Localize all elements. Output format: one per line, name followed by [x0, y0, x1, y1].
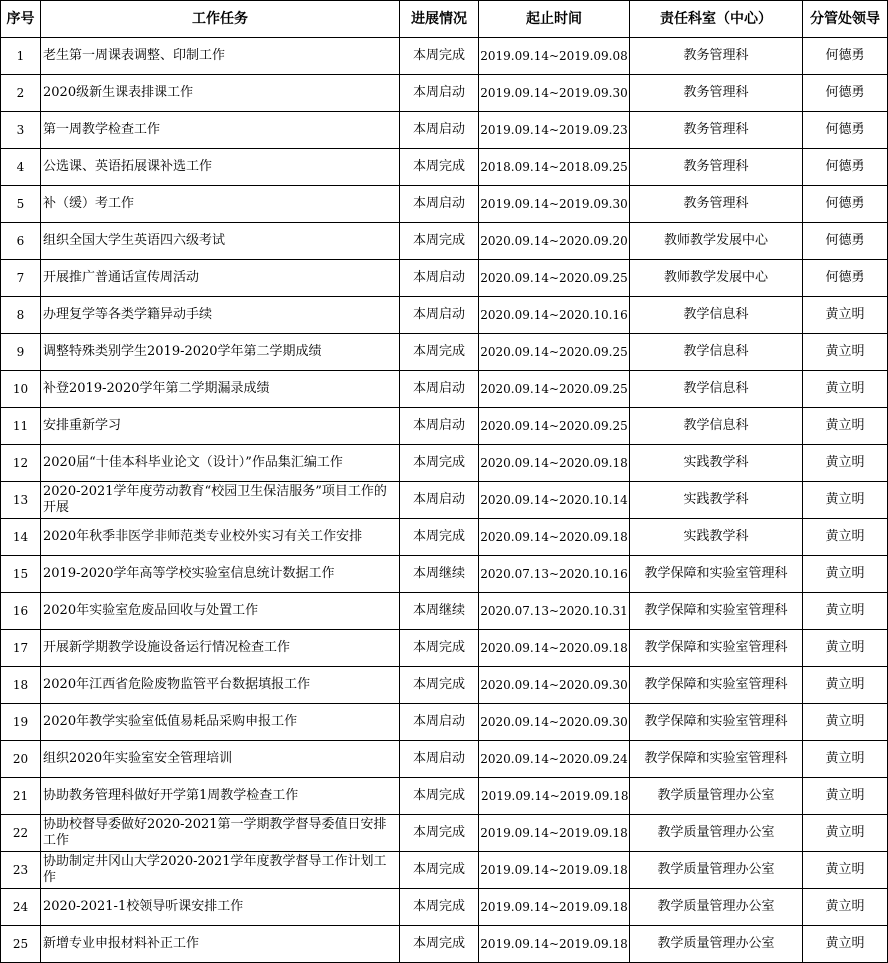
- cell-task: 补（缓）考工作: [41, 186, 400, 223]
- cell-no: 24: [1, 889, 41, 926]
- cell-period: 2020.09.14~2020.10.16: [479, 297, 630, 334]
- cell-period: 2019.09.14~2019.09.18: [479, 889, 630, 926]
- cell-task: 开展推广普通话宣传周活动: [41, 260, 400, 297]
- table-row: [1, 482, 888, 519]
- cell-no: 22: [1, 815, 41, 852]
- cell-leader: 黄立明: [803, 815, 888, 852]
- cell-dept: 教学信息科: [630, 297, 803, 334]
- cell-status: 本周继续: [400, 556, 479, 593]
- cell-status: 本周完成: [400, 38, 479, 75]
- cell-no: 18: [1, 667, 41, 704]
- cell-no: 15: [1, 556, 41, 593]
- cell-status: 本周启动: [400, 75, 479, 112]
- cell-leader: 何德勇: [803, 38, 888, 75]
- cell-no: 5: [1, 186, 41, 223]
- cell-task: 老生第一周课表调整、印制工作: [41, 38, 400, 75]
- cell-leader: 何德勇: [803, 112, 888, 149]
- cell-no: 25: [1, 926, 41, 963]
- cell-task: 安排重新学习: [41, 408, 400, 445]
- cell-leader: 黄立明: [803, 778, 888, 815]
- cell-status: 本周启动: [400, 260, 479, 297]
- cell-no: 1: [1, 38, 41, 75]
- cell-dept: 教务管理科: [630, 186, 803, 223]
- cell-status: 本周完成: [400, 445, 479, 482]
- cell-no: 17: [1, 630, 41, 667]
- cell-status: 本周启动: [400, 186, 479, 223]
- cell-task: 2020-2021-1校领导听课安排工作: [41, 889, 400, 926]
- header-dept: 责任科室（中心）: [630, 1, 803, 38]
- cell-no: 11: [1, 408, 41, 445]
- cell-leader: 黄立明: [803, 593, 888, 630]
- cell-task: 2020年实验室危废品回收与处置工作: [41, 593, 400, 630]
- table-row: [1, 186, 888, 223]
- table-row: [1, 519, 888, 556]
- cell-period: 2020.07.13~2020.10.31: [479, 593, 630, 630]
- cell-no: 21: [1, 778, 41, 815]
- table-row: [1, 778, 888, 815]
- table-row: [1, 741, 888, 778]
- cell-leader: 何德勇: [803, 75, 888, 112]
- cell-task: 2020年教学实验室低值易耗品采购申报工作: [41, 704, 400, 741]
- table-row: [1, 704, 888, 741]
- cell-task: 开展新学期教学设施设备运行情况检查工作: [41, 630, 400, 667]
- cell-status: 本周完成: [400, 519, 479, 556]
- cell-leader: 黄立明: [803, 445, 888, 482]
- cell-period: 2020.09.14~2020.09.18: [479, 630, 630, 667]
- table-row: [1, 334, 888, 371]
- header-no: 序号: [1, 1, 41, 38]
- cell-dept: 教务管理科: [630, 149, 803, 186]
- cell-no: 13: [1, 482, 41, 519]
- table-row: [1, 297, 888, 334]
- cell-period: 2019.09.14~2019.09.30: [479, 186, 630, 223]
- table-row: [1, 926, 888, 963]
- cell-task: 补登2019-2020学年第二学期漏录成绩: [41, 371, 400, 408]
- cell-task: 新增专业申报材料补正工作: [41, 926, 400, 963]
- cell-no: 10: [1, 371, 41, 408]
- cell-leader: 黄立明: [803, 297, 888, 334]
- cell-status: 本周完成: [400, 149, 479, 186]
- cell-dept: 实践教学科: [630, 519, 803, 556]
- cell-status: 本周完成: [400, 778, 479, 815]
- cell-status: 本周完成: [400, 815, 479, 852]
- cell-no: 7: [1, 260, 41, 297]
- cell-period: 2019.09.14~2019.09.23: [479, 112, 630, 149]
- header-status: 进展情况: [400, 1, 479, 38]
- cell-leader: 何德勇: [803, 223, 888, 260]
- table-row: [1, 371, 888, 408]
- cell-no: 8: [1, 297, 41, 334]
- cell-dept: 教学信息科: [630, 408, 803, 445]
- cell-task: 2020届“十佳本科毕业论文（设计）”作品集汇编工作: [41, 445, 400, 482]
- cell-period: 2020.09.14~2020.09.18: [479, 445, 630, 482]
- cell-no: 16: [1, 593, 41, 630]
- cell-period: 2019.09.14~2019.09.18: [479, 926, 630, 963]
- table-row: [1, 667, 888, 704]
- cell-leader: 黄立明: [803, 630, 888, 667]
- cell-period: 2020.07.13~2020.10.16: [479, 556, 630, 593]
- cell-no: 6: [1, 223, 41, 260]
- cell-period: 2019.09.14~2019.09.18: [479, 852, 630, 889]
- cell-task: 2020级新生课表排课工作: [41, 75, 400, 112]
- table-row: [1, 260, 888, 297]
- cell-task: 办理复学等各类学籍异动手续: [41, 297, 400, 334]
- cell-task: 2020年江西省危险废物监管平台数据填报工作: [41, 667, 400, 704]
- cell-status: 本周完成: [400, 630, 479, 667]
- table-row: [1, 38, 888, 75]
- cell-leader: 黄立明: [803, 889, 888, 926]
- cell-leader: 黄立明: [803, 926, 888, 963]
- cell-status: 本周完成: [400, 223, 479, 260]
- table-row: [1, 445, 888, 482]
- cell-dept: 教学保障和实验室管理科: [630, 704, 803, 741]
- cell-period: 2020.09.14~2020.09.25: [479, 260, 630, 297]
- cell-task: 2019-2020学年高等学校实验室信息统计数据工作: [41, 556, 400, 593]
- header-leader: 分管处领导: [803, 1, 888, 38]
- cell-period: 2020.09.14~2020.09.20: [479, 223, 630, 260]
- table-row: [1, 593, 888, 630]
- cell-period: 2020.09.14~2020.09.30: [479, 667, 630, 704]
- cell-status: 本周完成: [400, 889, 479, 926]
- cell-status: 本周启动: [400, 482, 479, 519]
- cell-dept: 教学保障和实验室管理科: [630, 630, 803, 667]
- cell-leader: 黄立明: [803, 556, 888, 593]
- cell-leader: 黄立明: [803, 482, 888, 519]
- cell-task: 协助教务管理科做好开学第1周教学检查工作: [41, 778, 400, 815]
- cell-period: 2019.09.14~2019.09.08: [479, 38, 630, 75]
- header-row: [1, 1, 888, 38]
- cell-status: 本周启动: [400, 371, 479, 408]
- cell-task: 调整特殊类别学生2019-2020学年第二学期成绩: [41, 334, 400, 371]
- table-row: [1, 556, 888, 593]
- cell-task: 组织2020年实验室安全管理培训: [41, 741, 400, 778]
- cell-no: 3: [1, 112, 41, 149]
- cell-leader: 何德勇: [803, 149, 888, 186]
- table-row: [1, 223, 888, 260]
- table-row: [1, 75, 888, 112]
- header-task: 工作任务: [41, 1, 400, 38]
- cell-dept: 教学质量管理办公室: [630, 852, 803, 889]
- cell-period: 2019.09.14~2019.09.18: [479, 815, 630, 852]
- cell-period: 2018.09.14~2018.09.25: [479, 149, 630, 186]
- cell-leader: 黄立明: [803, 667, 888, 704]
- table-row: [1, 149, 888, 186]
- cell-leader: 何德勇: [803, 260, 888, 297]
- cell-dept: 教务管理科: [630, 75, 803, 112]
- table-row: [1, 630, 888, 667]
- cell-status: 本周完成: [400, 334, 479, 371]
- cell-status: 本周启动: [400, 704, 479, 741]
- cell-status: 本周启动: [400, 741, 479, 778]
- cell-period: 2020.09.14~2020.09.25: [479, 371, 630, 408]
- cell-dept: 教学保障和实验室管理科: [630, 556, 803, 593]
- cell-dept: 教学保障和实验室管理科: [630, 593, 803, 630]
- cell-no: 14: [1, 519, 41, 556]
- table-row: [1, 408, 888, 445]
- cell-dept: 教学质量管理办公室: [630, 815, 803, 852]
- cell-leader: 黄立明: [803, 519, 888, 556]
- cell-dept: 教学质量管理办公室: [630, 778, 803, 815]
- cell-no: 19: [1, 704, 41, 741]
- cell-task: 协助制定井冈山大学2020-2021学年度教学督导工作计划工作: [41, 852, 400, 889]
- table-row: [1, 889, 888, 926]
- cell-dept: 教学质量管理办公室: [630, 926, 803, 963]
- cell-dept: 教学信息科: [630, 371, 803, 408]
- cell-leader: 黄立明: [803, 704, 888, 741]
- cell-dept: 教学信息科: [630, 334, 803, 371]
- cell-leader: 何德勇: [803, 186, 888, 223]
- cell-leader: 黄立明: [803, 334, 888, 371]
- cell-period: 2019.09.14~2019.09.30: [479, 75, 630, 112]
- cell-no: 2: [1, 75, 41, 112]
- cell-task: 2020年秋季非医学非师范类专业校外实习有关工作安排: [41, 519, 400, 556]
- cell-leader: 黄立明: [803, 852, 888, 889]
- cell-period: 2020.09.14~2020.10.14: [479, 482, 630, 519]
- cell-task: 第一周教学检查工作: [41, 112, 400, 149]
- cell-status: 本周继续: [400, 593, 479, 630]
- cell-status: 本周完成: [400, 926, 479, 963]
- cell-dept: 实践教学科: [630, 482, 803, 519]
- cell-period: 2020.09.14~2020.09.25: [479, 334, 630, 371]
- cell-dept: 教学质量管理办公室: [630, 889, 803, 926]
- table-row: [1, 852, 888, 889]
- cell-status: 本周完成: [400, 852, 479, 889]
- table-row: [1, 112, 888, 149]
- cell-period: 2020.09.14~2020.09.18: [479, 519, 630, 556]
- cell-task: 协助校督导委做好2020-2021第一学期教学督导委值日安排工作: [41, 815, 400, 852]
- cell-status: 本周启动: [400, 408, 479, 445]
- cell-no: 4: [1, 149, 41, 186]
- cell-dept: 教师教学发展中心: [630, 223, 803, 260]
- cell-leader: 黄立明: [803, 408, 888, 445]
- cell-task: 组织全国大学生英语四六级考试: [41, 223, 400, 260]
- cell-period: 2020.09.14~2020.09.24: [479, 741, 630, 778]
- cell-dept: 教师教学发展中心: [630, 260, 803, 297]
- cell-leader: 黄立明: [803, 371, 888, 408]
- cell-task: 2020-2021学年度劳动教育“校园卫生保洁服务”项目工作的开展: [41, 482, 400, 519]
- cell-no: 12: [1, 445, 41, 482]
- table-row: [1, 815, 888, 852]
- cell-period: 2019.09.14~2019.09.18: [479, 778, 630, 815]
- cell-dept: 实践教学科: [630, 445, 803, 482]
- cell-no: 9: [1, 334, 41, 371]
- cell-no: 20: [1, 741, 41, 778]
- cell-task: 公选课、英语拓展课补选工作: [41, 149, 400, 186]
- cell-dept: 教学保障和实验室管理科: [630, 667, 803, 704]
- cell-dept: 教学保障和实验室管理科: [630, 741, 803, 778]
- cell-status: 本周完成: [400, 667, 479, 704]
- cell-period: 2020.09.14~2020.09.30: [479, 704, 630, 741]
- cell-dept: 教务管理科: [630, 112, 803, 149]
- cell-dept: 教务管理科: [630, 38, 803, 75]
- cell-leader: 黄立明: [803, 741, 888, 778]
- cell-status: 本周启动: [400, 297, 479, 334]
- header-period: 起止时间: [479, 1, 630, 38]
- cell-no: 23: [1, 852, 41, 889]
- cell-status: 本周启动: [400, 112, 479, 149]
- cell-period: 2020.09.14~2020.09.25: [479, 408, 630, 445]
